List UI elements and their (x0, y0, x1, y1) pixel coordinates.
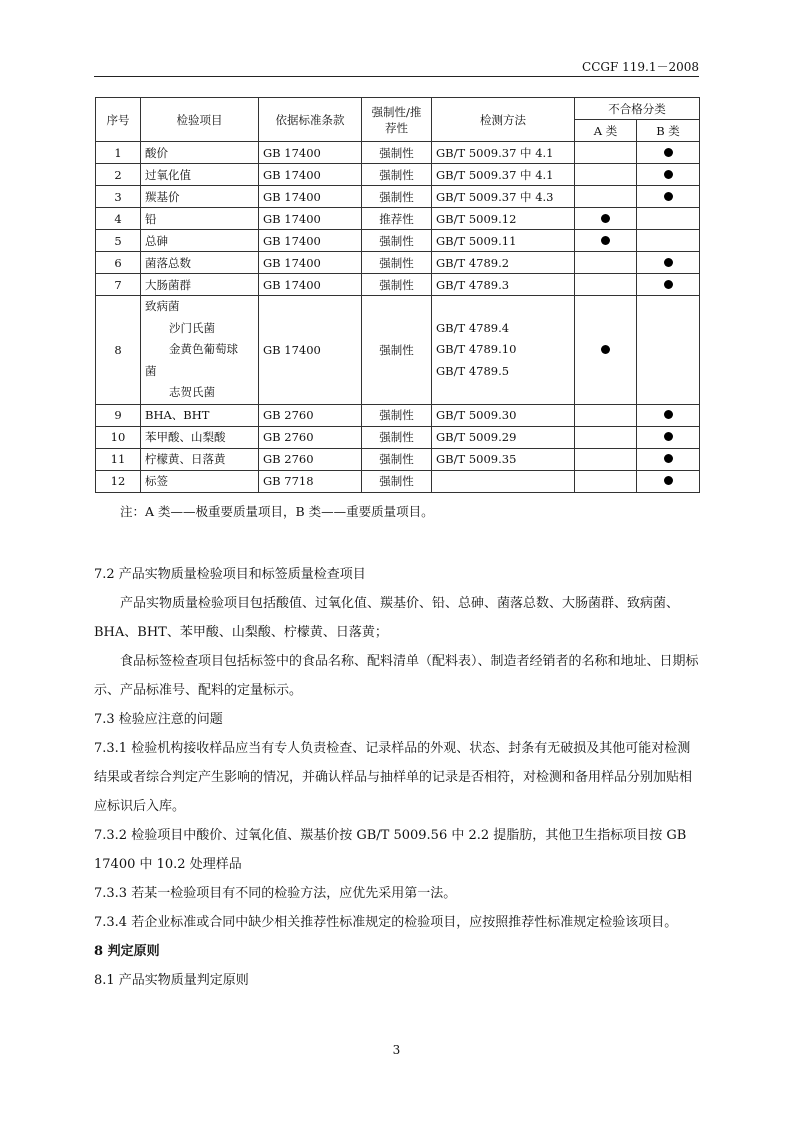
cell-class-a (575, 448, 637, 470)
cell-mandatory: 强制性 (362, 404, 432, 426)
cell-class-b (637, 186, 700, 208)
header-item: 检验项目 (141, 98, 259, 142)
cell-class-a (575, 230, 637, 252)
table-header-row (96, 98, 700, 120)
cell-method: GB/T 5009.37 中 4.3 (432, 186, 575, 208)
cell-mandatory: 强制性 (362, 252, 432, 274)
header-class-a: A 类 (575, 120, 637, 142)
cell-class-a (575, 186, 637, 208)
cell-basis: GB 17400 (259, 296, 362, 405)
cell-seq: 2 (96, 164, 141, 186)
header-rule (94, 76, 699, 77)
cell-seq: 11 (96, 448, 141, 470)
header-mandatory-line2: 荐性 (385, 120, 408, 135)
cell-mandatory: 强制性 (362, 142, 432, 164)
cell-class-b (637, 230, 700, 252)
cell-seq: 9 (96, 404, 141, 426)
cell-item: 柠檬黄、日落黄 (141, 448, 259, 470)
table-note: 注：A 类——极重要质量项目，B 类——重要质量项目。 (120, 504, 434, 519)
section-7-3-2: 7.3.2 检验项目中酸价、过氧化值、羰基价按 GB/T 5009.56 中 2.2 提脂肪，其他卫生指标项目按 GB 17400 中 10.2 处理样品 (94, 828, 687, 872)
cell-mandatory: 强制性 (362, 426, 432, 448)
bullet-icon (664, 432, 673, 441)
cell-class-b (637, 142, 700, 164)
cell-class-a (575, 470, 637, 492)
bullet-icon (601, 345, 610, 354)
cell-method: GB/T 5009.29 (432, 426, 575, 448)
item-pathogen: 致病菌 (145, 299, 180, 313)
section-8-title: 8 判定原则 (94, 944, 160, 959)
table-row (96, 208, 700, 230)
cell-mandatory: 强制性 (362, 274, 432, 296)
section-7-2-paragraph-2: 食品标签检查项目包括标签中的食品名称、配料清单（配料表）、制造者经销者的名称和地址、日期标示、产品标准号、配料的定量标示。 (94, 654, 699, 698)
cell-mandatory: 强制性 (362, 470, 432, 492)
cell-item: 标签 (141, 470, 259, 492)
table-row (96, 470, 700, 492)
document-code: CCGF 119.1－2008 (582, 60, 699, 74)
bullet-icon (664, 280, 673, 289)
table-row (96, 296, 700, 405)
cell-seq: 6 (96, 252, 141, 274)
cell-method: GB/T 4789.3 (432, 274, 575, 296)
cell-seq: 5 (96, 230, 141, 252)
table-row (96, 186, 700, 208)
table-row (96, 448, 700, 470)
cell-item: 铅 (141, 208, 259, 230)
cell-mandatory: 强制性 (362, 230, 432, 252)
header-mandatory (362, 98, 432, 142)
cell-basis: GB 2760 (259, 448, 362, 470)
cell-mandatory: 强制性 (362, 296, 432, 405)
cell-mandatory: 推荐性 (362, 208, 432, 230)
cell-class-b (637, 448, 700, 470)
cell-seq: 1 (96, 142, 141, 164)
item-shigella: 志贺氏菌 (169, 385, 215, 399)
cell-item: 大肠菌群 (141, 274, 259, 296)
method-line: GB/T 4789.10 (436, 342, 517, 356)
section-7-2-title: 7.2 产品实物质量检验项目和标签质量检查项目 (94, 567, 366, 582)
cell-basis: GB 17400 (259, 274, 362, 296)
header-class-b: B 类 (637, 120, 700, 142)
bullet-icon (601, 236, 610, 245)
table-row (96, 142, 700, 164)
cell-class-b (637, 252, 700, 274)
table-row (96, 230, 700, 252)
cell-method: GB/T 4789.2 (432, 252, 575, 274)
cell-class-a (575, 208, 637, 230)
cell-method (432, 296, 575, 405)
cell-class-b (637, 296, 700, 405)
cell-mandatory: 强制性 (362, 186, 432, 208)
cell-class-a (575, 142, 637, 164)
cell-mandatory: 强制性 (362, 164, 432, 186)
table-row (96, 252, 700, 274)
cell-class-b (637, 274, 700, 296)
bullet-icon (664, 258, 673, 267)
bullet-icon (664, 410, 673, 419)
table-row (96, 274, 700, 296)
item-staph-cont: 菌 (145, 363, 157, 378)
cell-item: 总砷 (141, 230, 259, 252)
cell-basis: GB 17400 (259, 164, 362, 186)
cell-basis: GB 7718 (259, 470, 362, 492)
method-line: GB/T 4789.5 (436, 363, 510, 378)
cell-seq: 4 (96, 208, 141, 230)
cell-item: 菌落总数 (141, 252, 259, 274)
header-method: 检测方法 (432, 98, 575, 142)
cell-method: GB/T 5009.35 (432, 448, 575, 470)
item-salmonella: 沙门氏菌 (169, 320, 215, 335)
cell-class-a (575, 164, 637, 186)
cell-class-b (637, 164, 700, 186)
cell-basis: GB 2760 (259, 426, 362, 448)
header-basis: 依据标准条款 (259, 98, 362, 142)
page-number: 3 (392, 1043, 401, 1057)
inspection-items-table (95, 97, 700, 493)
bullet-icon (664, 476, 673, 485)
table-row (96, 426, 700, 448)
table-row (96, 164, 700, 186)
cell-basis: GB 2760 (259, 404, 362, 426)
cell-class-a (575, 274, 637, 296)
section-7-3-1: 7.3.1 检验机构接收样品应当有专人负责检查、记录样品的外观、状态、封条有无破损及其他可能对检测结果或者综合判定产生影响的情况，并确认样品与抽样单的记录是否相符，对检测和备用样品分别加贴相应标识后入库。 (94, 741, 693, 814)
cell-method: GB/T 5009.30 (432, 404, 575, 426)
cell-item (141, 296, 259, 405)
cell-method: GB/T 5009.37 中 4.1 (432, 142, 575, 164)
cell-class-b (637, 404, 700, 426)
section-8-1-title: 8.1 产品实物质量判定原则 (94, 973, 249, 988)
cell-method (432, 470, 575, 492)
section-7-3-3: 7.3.3 若某一检验项目有不同的检验方法，应优先采用第一法。 (94, 886, 457, 901)
cell-basis: GB 17400 (259, 252, 362, 274)
cell-class-a (575, 426, 637, 448)
cell-basis: GB 17400 (259, 208, 362, 230)
cell-item: 羰基价 (141, 186, 259, 208)
cell-item: BHA、BHT (141, 404, 259, 426)
bullet-icon (601, 214, 610, 223)
cell-item: 过氧化值 (141, 164, 259, 186)
bullet-icon (664, 192, 673, 201)
header-mandatory-line1: 强制性/推 (371, 104, 422, 119)
section-7-3-title: 7.3 检验应注意的问题 (94, 712, 223, 727)
cell-class-a (575, 296, 637, 405)
method-line: GB/T 4789.4 (436, 320, 510, 335)
cell-seq: 7 (96, 274, 141, 296)
header-unqualified: 不合格分类 (575, 98, 700, 120)
cell-seq: 12 (96, 470, 141, 492)
cell-seq: 8 (96, 296, 141, 405)
cell-method: GB/T 5009.12 (432, 208, 575, 230)
cell-item: 酸价 (141, 142, 259, 164)
cell-method: GB/T 5009.11 (432, 230, 575, 252)
table-row (96, 404, 700, 426)
bullet-icon (664, 170, 673, 179)
cell-seq: 10 (96, 426, 141, 448)
section-7-2-paragraph-1: 产品实物质量检验项目包括酸值、过氧化值、羰基价、铅、总砷、菌落总数、大肠菌群、致病菌、BHA、BHT、苯甲酸、山梨酸、柠檬黄、日落黄； (94, 596, 680, 640)
cell-class-a (575, 404, 637, 426)
cell-class-b (637, 426, 700, 448)
bullet-icon (664, 148, 673, 157)
cell-mandatory: 强制性 (362, 448, 432, 470)
cell-item: 苯甲酸、山梨酸 (141, 426, 259, 448)
cell-basis: GB 17400 (259, 230, 362, 252)
cell-basis: GB 17400 (259, 142, 362, 164)
item-staph: 金黄色葡萄球 (169, 342, 238, 356)
cell-basis: GB 17400 (259, 186, 362, 208)
cell-method: GB/T 5009.37 中 4.1 (432, 164, 575, 186)
cell-class-a (575, 252, 637, 274)
cell-class-b (637, 208, 700, 230)
bullet-icon (664, 454, 673, 463)
cell-seq: 3 (96, 186, 141, 208)
header-seq: 序号 (96, 98, 141, 142)
section-7-3-4: 7.3.4 若企业标准或合同中缺少相关推荐性标准规定的检验项目，应按照推荐性标准规定检验该项目。 (94, 915, 678, 930)
cell-class-b (637, 470, 700, 492)
body-text (94, 560, 700, 995)
